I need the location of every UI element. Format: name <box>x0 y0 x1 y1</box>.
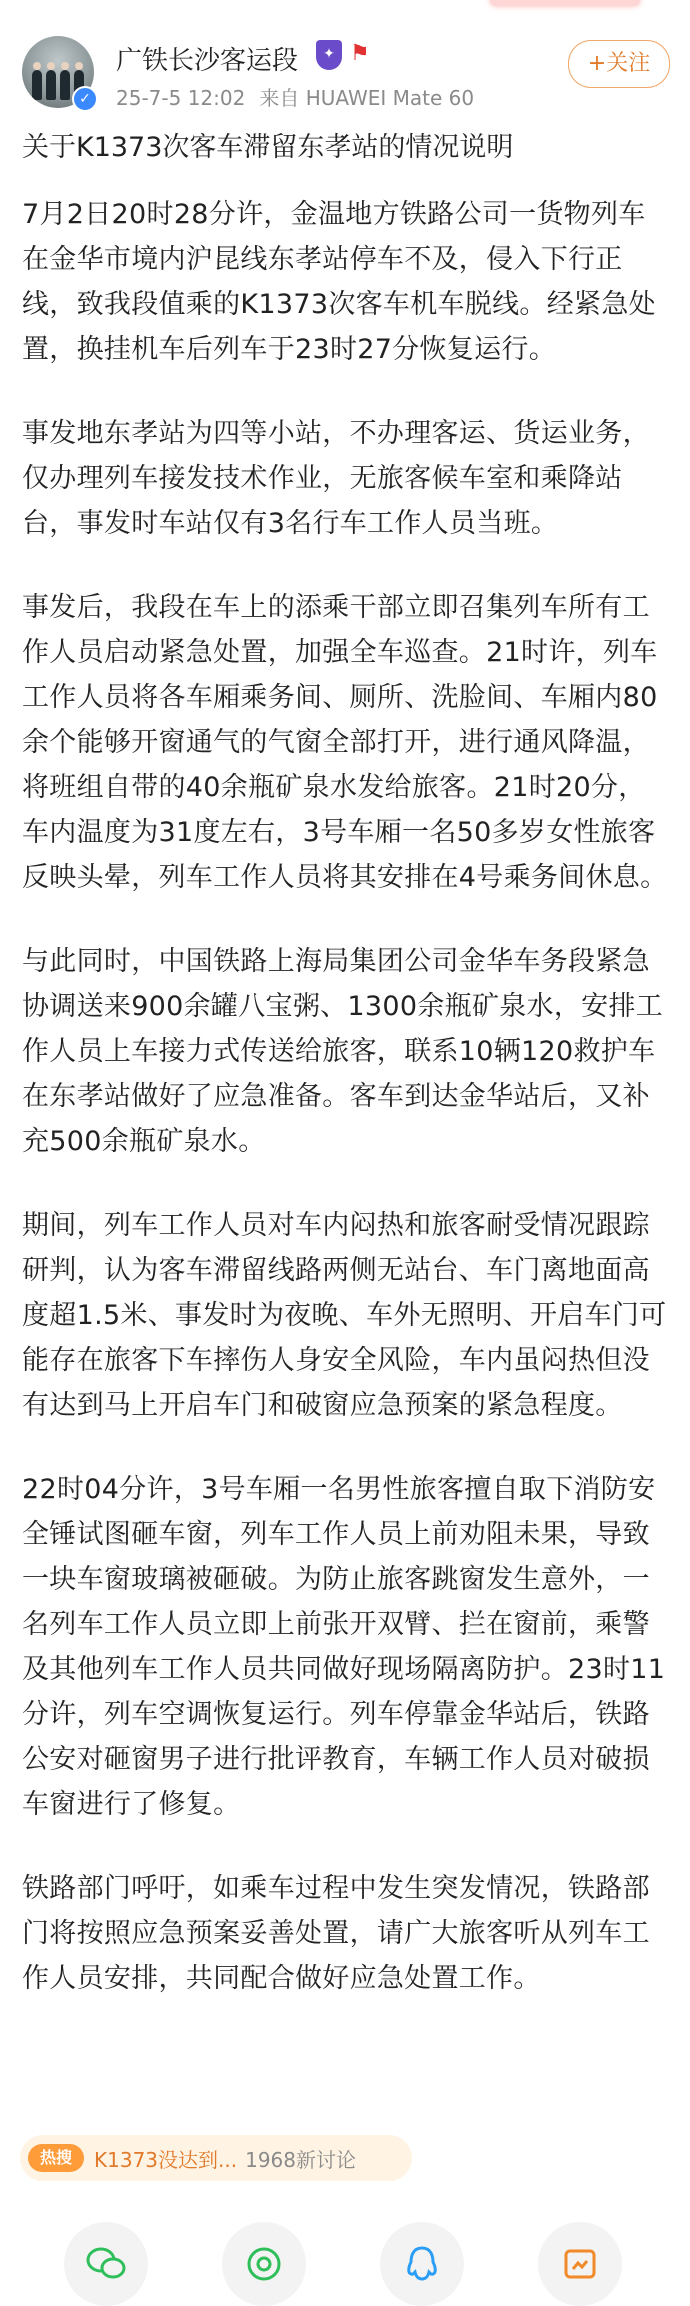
paragraph-3: 事发后，我段在车上的添乘干部立即召集列车所有工作人员启动紧急处置，加强全车巡查。21时许，列车工作人员将各车厢乘务间、厕所、洗脸间、车厢内80余个能够开窗通气的气窗全部打开，进行通风降温，将班组自带的40余瓶矿泉水发给旅客。21时20分，车内温度为31度左右，3号车厢一名50多岁女性旅客反映头晕，列车工作人员将其安排在4号乘务间休息。 <box>22 592 668 893</box>
moments-button[interactable] <box>222 2222 306 2306</box>
post-title: 关于K1373次客车滞留东孝站的情况说明 <box>22 132 514 163</box>
hot-search-chip[interactable] <box>20 2135 412 2181</box>
paragraph-5: 期间，列车工作人员对车内闷热和旅客耐受情况跟踪研判，认为客车滞留线路两侧无站台、车门离地面高度超1.5米、事发时为夜晚、车外无照明、开启车门可能存在旅客下车摔伤人身安全风险，车内虽闷热但没有达到马上开启车门和破窗应急预案的紧急程度。 <box>22 1210 667 1421</box>
discussion-count: 1968新讨论 <box>245 2147 356 2172</box>
status-strip <box>0 0 690 12</box>
wechat-icon <box>86 2247 126 2281</box>
meta-from: 来自 <box>259 86 300 110</box>
save-image-button[interactable] <box>538 2222 622 2306</box>
paragraph-7: 铁路部门呼吁，如乘车过程中发生突发情况，铁路部门将按照应急预案妥善处置，请广大旅客听从列车工作人员安排，共同配合做好应急处置工作。 <box>22 1873 650 1994</box>
shield-badge-icon: ✦ <box>316 40 342 70</box>
verified-icon: ✓ <box>72 86 98 112</box>
paragraph-2: 事发地东孝站为四等小站，不办理客运、货运业务，仅办理列车接发技术作业，无旅客候车室和乘降站台，事发时车站仅有3名行车工作人员当班。 <box>22 418 650 539</box>
qq-icon <box>404 2244 440 2284</box>
moments-icon <box>244 2244 284 2284</box>
wechat-button[interactable] <box>64 2222 148 2306</box>
top-pill <box>490 0 640 6</box>
flag-icon: ⚑ <box>350 41 370 66</box>
share-bar <box>0 2222 690 2294</box>
follow-button[interactable]: +关注 <box>568 40 670 88</box>
post-content <box>22 128 672 2040</box>
paragraph-1: 7月2日20时28分许，金温地方铁路公司一货物列车在金华市境内沪昆线东孝站停车不及，侵入下行正线，致我段值乘的K1373次客车机车脱线。经紧急处置，换挂机车后列车于23时27分恢复运行。 <box>22 199 656 365</box>
post-date: 25-7-5 12:02 <box>116 86 246 110</box>
paragraph-4: 与此同时，中国铁路上海局集团公司金华车务段紧急协调送来900余罐八宝粥、1300余瓶矿泉水，安排工作人员上车接力式传送给旅客，联系10辆120救护车在东孝站做好了应急准备。客车到达金华站后，又补充500余瓶矿泉水。 <box>22 946 664 1157</box>
post-meta <box>116 82 474 111</box>
qq-button[interactable] <box>380 2222 464 2306</box>
device-name: HUAWEI Mate 60 <box>305 86 475 110</box>
post-header <box>0 26 690 116</box>
paragraph-6: 22时04分许，3号车厢一名男性旅客擅自取下消防安全锤试图砸车窗，列车工作人员上前劝阻未果，导致一块车窗玻璃被砸破。为防止旅客跳窗发生意外，一名列车工作人员立即上前张开双臂、拦在窗前，乘警及其他列车工作人员共同做好现场隔离防护。23时11分许，列车空调恢复运行。列车停靠金华站后，铁路公安对砸窗男子进行批评教育，车辆工作人员对破损车窗进行了修复。 <box>22 1474 666 1820</box>
save-image-icon <box>561 2245 599 2283</box>
hot-search-topic: K1373没达到... <box>94 2147 238 2172</box>
hot-search-tag: 热搜 <box>28 2144 84 2172</box>
account-name[interactable]: 广铁长沙客运段 <box>116 46 299 76</box>
